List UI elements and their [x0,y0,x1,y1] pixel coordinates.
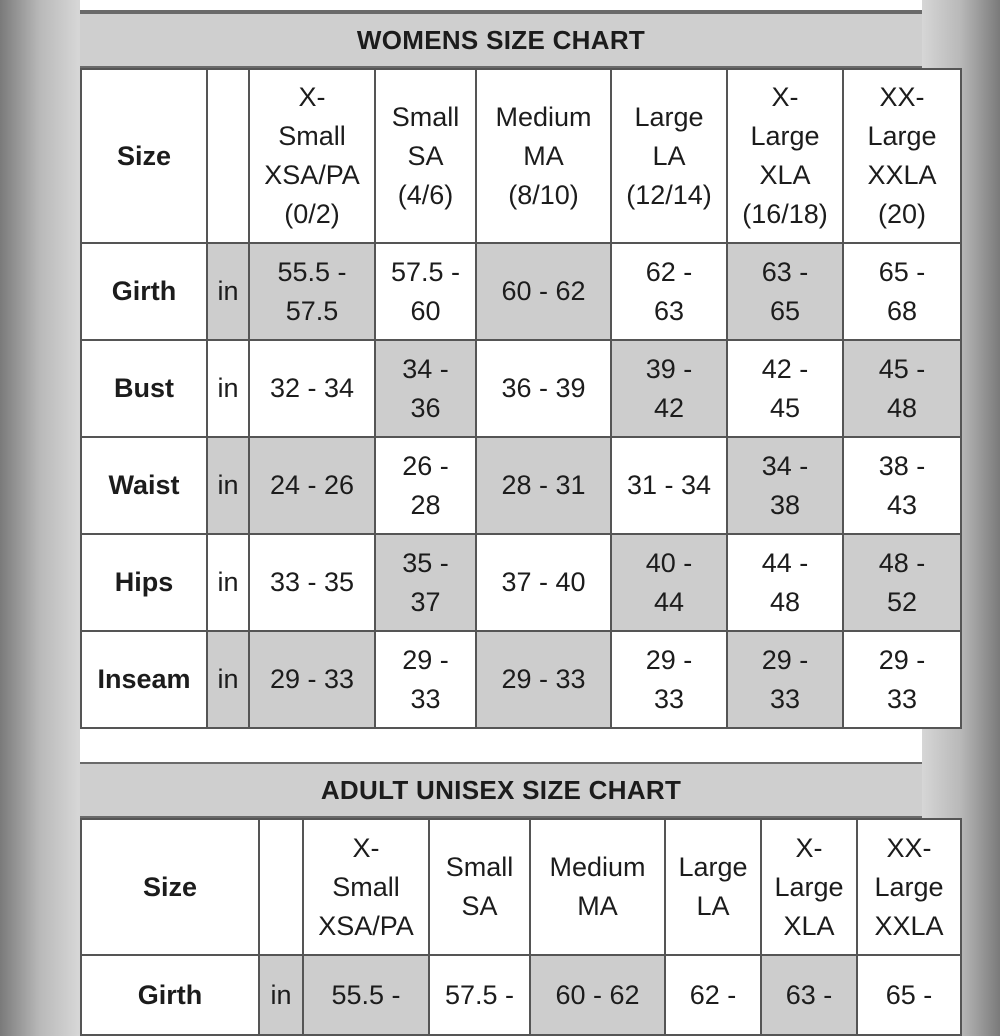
womens-value-line: 60 [410,295,441,326]
womens-value-cell [727,631,843,728]
womens-value-cell [375,631,476,728]
womens-value-cell [727,340,843,437]
womens-value-line: 31 - 34 [626,470,712,500]
womens-value-line: 37 - 40 [501,567,586,597]
womens-value-line: 42 - [761,353,809,384]
womens-value-line: 32 - 34 [269,373,355,403]
womens-column-header [843,69,961,243]
unisex-chart-title: ADULT UNISEX SIZE CHART [80,762,922,818]
unisex-column-header-line: MA [577,891,618,921]
unisex-column-header-line: XLA [783,910,835,941]
womens-value-line: 57.5 [285,295,339,326]
womens-value-cell [476,534,611,631]
unisex-value-cell [429,955,530,1035]
unisex-column-header-line: X- [795,832,823,863]
womens-value-cell [249,243,375,340]
womens-value-line: 29 - 33 [269,664,355,694]
womens-column-header [375,69,476,243]
womens-column-header-line: X- [771,82,799,112]
unisex-row-label: Girth [81,955,259,1035]
womens-value-line: 48 - [878,547,926,578]
womens-column-header-line: Small [278,121,346,151]
unisex-column-header [761,819,857,955]
womens-row-label: Waist [81,437,207,534]
womens-value-cell [249,340,375,437]
womens-value-line: 63 [653,295,685,326]
unisex-value-cell [665,955,761,1035]
unisex-header-row [81,819,961,955]
womens-value-line: 28 [410,489,441,520]
womens-row-label: Hips [81,534,207,631]
womens-value-line: 33 [410,683,441,714]
womens-column-header [727,69,843,243]
womens-unit-cell: in [207,437,249,534]
unisex-table-row [81,955,961,1035]
unisex-size-table [80,818,962,1036]
womens-value-line: 34 - [402,353,449,384]
womens-value-cell [611,243,727,340]
unisex-column-header [303,819,429,955]
womens-column-header-line: (12/14) [626,179,712,210]
unisex-column-header-line: XSA/PA [318,910,414,941]
womens-value-line: 45 - [878,353,926,384]
womens-value-cell [611,340,727,437]
womens-value-cell [611,437,727,534]
womens-value-line: 63 - [761,256,809,287]
unisex-column-header [857,819,961,955]
unisex-size-header: Size [81,819,259,955]
womens-column-header-line: Large [750,121,820,151]
womens-column-header-line: MA [523,140,564,171]
womens-value-line: 52 [886,586,918,617]
womens-table-row [81,534,961,631]
womens-value-cell [476,631,611,728]
unisex-unit-cell: in [259,955,303,1035]
womens-column-header-line: (20) [877,199,926,229]
womens-value-cell [375,340,476,437]
womens-value-cell [843,631,961,728]
womens-value-cell [476,340,611,437]
womens-column-header-line: X- [298,82,326,112]
womens-size-header: Size [81,69,207,243]
womens-value-line: 33 [886,683,918,714]
unisex-column-header [530,819,665,955]
womens-column-header-line: (8/10) [508,179,579,210]
womens-value-line: 28 - 31 [501,470,586,500]
unisex-column-header [429,819,530,955]
womens-unit-cell: in [207,534,249,631]
womens-column-header-line: Large [867,121,937,151]
womens-value-line: 37 [410,586,441,617]
unisex-column-header-line: SA [461,891,498,921]
womens-value-line: 44 [653,586,685,617]
womens-row-label: Girth [81,243,207,340]
womens-value-cell [843,534,961,631]
womens-column-header [611,69,727,243]
womens-value-cell [611,631,727,728]
womens-row-label: Bust [81,340,207,437]
womens-value-line: 39 - [645,353,693,384]
womens-column-header-line: XX- [879,82,925,112]
womens-value-cell [476,243,611,340]
womens-value-cell [375,243,476,340]
womens-value-line: 34 - [761,450,809,481]
womens-value-cell [249,631,375,728]
womens-value-line: 60 - 62 [501,276,586,306]
womens-column-header-line: (16/18) [742,199,828,229]
womens-table-row [81,437,961,534]
womens-size-table [80,68,962,729]
womens-value-line: 65 - [878,256,926,287]
womens-value-line: 48 [769,586,801,617]
womens-value-line: 48 [886,392,918,423]
womens-value-line: 36 - 39 [501,373,586,403]
womens-column-header-line: LA [652,140,686,171]
unisex-value-line: 62 - [689,979,737,1010]
womens-value-cell [375,437,476,534]
womens-value-line: 35 - [402,547,449,578]
womens-value-line: 33 [769,683,801,714]
unisex-column-header-line: LA [696,891,730,921]
womens-chart-title: WOMENS SIZE CHART [80,12,922,68]
unisex-value-cell [303,955,429,1035]
womens-value-line: 24 - 26 [269,470,355,500]
unisex-unit-header [259,819,303,955]
womens-value-line: 62 - [645,256,693,287]
womens-unit-cell: in [207,631,249,728]
womens-column-header-line: Small [391,101,460,132]
womens-value-line: 44 - [761,547,809,578]
womens-value-cell [375,534,476,631]
womens-value-cell [727,243,843,340]
womens-value-line: 38 - [878,450,926,481]
womens-column-header-line: (4/6) [397,179,454,210]
unisex-column-header-line: Large [874,871,944,902]
womens-column-header-line: (0/2) [284,199,340,229]
unisex-column-header-line: Large [678,852,748,882]
womens-unit-cell: in [207,243,249,340]
womens-value-cell [843,243,961,340]
womens-value-cell [249,534,375,631]
unisex-column-header-line: XX- [886,832,932,863]
womens-value-cell [249,437,375,534]
womens-value-line: 45 [769,392,801,423]
womens-value-cell [843,437,961,534]
womens-value-line: 36 [410,392,441,423]
womens-unit-cell: in [207,340,249,437]
womens-value-line: 33 - 35 [269,567,355,597]
womens-value-line: 29 - [878,644,926,675]
womens-value-line: 40 - [645,547,693,578]
womens-column-header-line: XXLA [867,160,937,190]
womens-value-line: 42 [653,392,685,423]
womens-value-line: 33 [653,683,685,714]
womens-column-header-line: Medium [495,101,592,132]
unisex-column-header-line: Large [774,871,844,902]
womens-value-line: 29 - [761,644,809,675]
womens-value-cell [843,340,961,437]
womens-column-header-line: XSA/PA [264,160,360,190]
womens-value-cell [611,534,727,631]
womens-column-header [249,69,375,243]
size-chart-sheet [80,0,944,1010]
womens-value-line: 65 [769,295,801,326]
womens-column-header-line: SA [407,140,444,171]
unisex-column-header-line: XXLA [874,910,944,941]
unisex-column-header [665,819,761,955]
womens-value-line: 29 - [402,644,449,675]
womens-column-header-line: XLA [759,160,811,190]
unisex-value-line: 57.5 - [444,979,515,1010]
unisex-column-header-line: Small [332,871,400,902]
unisex-column-header-line: Medium [549,852,646,882]
womens-table-row [81,631,961,728]
womens-value-line: 29 - 33 [501,664,586,694]
womens-value-line: 43 [886,489,918,520]
unisex-column-header-line: X- [352,832,380,863]
womens-table-row [81,243,961,340]
unisex-value-line: 63 - [785,979,833,1010]
womens-value-cell [727,534,843,631]
womens-column-header-line: Large [634,101,704,132]
unisex-column-header-line: Small [445,852,514,882]
unisex-value-line: 55.5 - [331,979,401,1010]
womens-unit-header [207,69,249,243]
womens-value-cell [476,437,611,534]
womens-column-header [476,69,611,243]
womens-value-line: 38 [769,489,801,520]
unisex-value-cell [857,955,961,1035]
womens-value-cell [727,437,843,534]
womens-row-label: Inseam [81,631,207,728]
womens-value-line: 29 - [645,644,693,675]
unisex-value-cell [530,955,665,1035]
womens-value-line: 26 - [402,450,449,481]
unisex-value-line: 60 - 62 [555,979,640,1010]
womens-header-row [81,69,961,243]
womens-table-row [81,340,961,437]
unisex-value-line: 65 - [885,979,933,1010]
womens-value-line: 57.5 - [390,256,461,287]
womens-value-line: 68 [886,295,918,326]
womens-value-line: 55.5 - [277,256,347,287]
unisex-value-cell [761,955,857,1035]
